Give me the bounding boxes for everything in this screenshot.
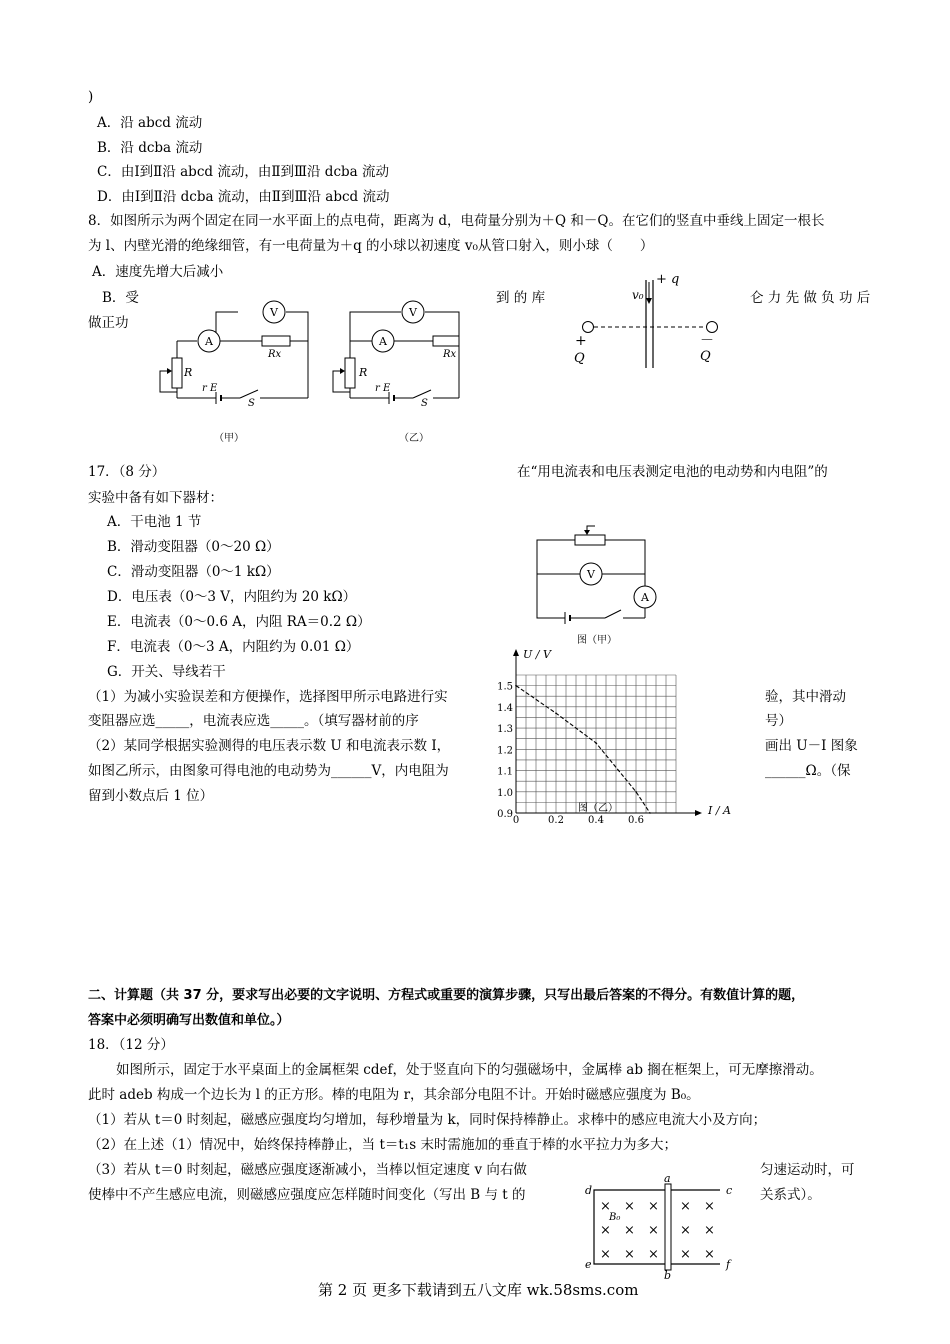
q17-p4-right: ______Ω。（保 <box>765 763 851 779</box>
q8-option-a: A．速度先增大后减小 <box>92 264 224 280</box>
q17-p1-right: 验，其中滑动 <box>765 689 846 705</box>
q18-label-a: a <box>664 1172 671 1185</box>
cross-mark: × <box>600 1247 611 1262</box>
q8-minus-sign: － <box>700 333 714 349</box>
circuit-jia-r: R <box>184 366 193 379</box>
y-tick-label: 0.9 <box>497 809 513 820</box>
q18-label-b: b <box>664 1269 672 1282</box>
q17-jia-ammeter: A <box>641 591 649 604</box>
q18-line6-right: 关系式）。 <box>760 1187 821 1203</box>
y-tick-label: 1.1 <box>497 766 513 778</box>
section2-line1: 二、计算题（共 37 分，要求写出必要的文字说明、方程式或重要的演算步骤，只写出最后答案的不得分。有数值计算的题， <box>88 988 805 1003</box>
circuit-jia-voltmeter: V <box>270 306 278 319</box>
data-point <box>555 712 557 714</box>
cross-mark: × <box>648 1247 659 1262</box>
q17-item-a: A．干电池 1 节 <box>107 514 202 530</box>
data-point <box>649 812 651 814</box>
q17-item-c: C．滑动变阻器（0～1 kΩ） <box>107 564 280 580</box>
q17-p5-left: 留到小数点后 1 位） <box>88 788 214 804</box>
q18-line4: （2）在上述（1）情况中，始终保持棒静止，当 t＝t₁s 末时需施加的垂直于棒的水平拉力为多大； <box>88 1137 677 1153</box>
q8-line1: 8．如图所示为两个固定在同一水平面上的点电荷，距离为 d，电荷量分别为＋Q 和－Q。在它们的竖直中垂线上固定一根长 <box>88 213 825 229</box>
q18-line6-left: 使棒中不产生感应电流，则磁感应强度应怎样随时间变化（写出 B 与 t 的 <box>88 1187 526 1203</box>
q18-frame-figure <box>580 1172 740 1282</box>
q8-q-left: Q <box>574 351 585 366</box>
q17-item-g: G．开关、导线若干 <box>107 664 226 680</box>
data-point <box>595 742 597 744</box>
circuit-yi-ammeter: A <box>379 335 387 348</box>
cross-mark: × <box>704 1223 715 1238</box>
circuit-jia-caption: （甲） <box>214 433 244 444</box>
cross-mark: × <box>648 1199 659 1214</box>
q18-line5-left: （3）若从 t＝0 时刻起，磁感应强度逐渐减小，当棒以恒定速度 v 向右做 <box>88 1162 527 1178</box>
circuit-yi-voltmeter: V <box>409 306 417 319</box>
q17-jia-caption: 图（甲） <box>577 635 617 646</box>
q18-label-b0: B₀ <box>609 1212 621 1223</box>
y-tick-label: 1.5 <box>497 681 513 693</box>
q17-circuit-jia <box>525 520 665 650</box>
q8-option-b-start: B．受 <box>102 290 139 306</box>
magnetic-field-crosses <box>600 1199 715 1262</box>
q17-p1-left: （1）为减小实验误差和方便操作，选择图甲所示电路进行实 <box>88 689 448 705</box>
x-tick-label: 0.2 <box>548 815 564 826</box>
q18-line1: 如图所示，固定于水平桌面上的金属框架 cdef，处于竖直向下的匀强磁场中，金属棒 ab 搁在框架上，可无摩擦滑动。 <box>116 1062 823 1078</box>
q17-item-b: B．滑动变阻器（0～20 Ω） <box>107 539 280 555</box>
x-tick-label: 0 <box>512 815 520 826</box>
q8-charge-figure <box>560 270 750 380</box>
q8-option-b-end: 仑 力 先 做 负 功 后 <box>750 290 871 306</box>
q17-line2: 实验中备有如下器材： <box>88 490 223 506</box>
q17-item-e: E．电流表（0～0.6 A，内阻 RA＝0.2 Ω） <box>107 614 371 630</box>
x-axis-label: I / A <box>708 804 731 817</box>
cross-mark: × <box>600 1223 611 1238</box>
q18-label-c: c <box>726 1184 733 1197</box>
q18-line5-right: 匀速运动时，可 <box>760 1162 855 1178</box>
chart-title: 图（乙） <box>578 803 618 814</box>
circuit-yi-r: R <box>359 366 368 379</box>
q17-jia-voltmeter: V <box>587 568 595 581</box>
q8-v0-label: v₀ <box>632 288 644 302</box>
y-tick-label: 1.2 <box>497 745 513 757</box>
y-tick-label: 1.3 <box>497 724 513 736</box>
q7-paren: ) <box>88 89 94 105</box>
circuit-yi <box>325 298 495 453</box>
q17-head-right: 在“用电流表和电压表测定电池的电动势和内电阻”的 <box>517 464 828 480</box>
q17-p2-left: 变阻器应选_____，电流表应选_____。（填写器材前的序 <box>88 713 419 729</box>
q17-p4-left: 如图乙所示，由图象可得电池的电动势为______V，内电阻为 <box>88 763 449 779</box>
q17-p2-right: 号） <box>765 713 792 729</box>
circuit-yi-s: S <box>421 398 428 409</box>
q18-line3: （1）若从 t＝0 时刻起，磁感应强度均匀增加，每秒增量为 k，同时保持棒静止。求棒中的感应电流大小及方向； <box>88 1112 767 1128</box>
cross-mark: × <box>680 1223 691 1238</box>
circuit-jia <box>150 298 320 453</box>
q18-label-e: e <box>585 1258 592 1271</box>
cross-mark: × <box>704 1247 715 1262</box>
cross-mark: × <box>624 1199 635 1214</box>
y-axis-arrow <box>513 649 519 656</box>
cross-mark: × <box>600 1199 611 1214</box>
q17-item-f: F．电流表（0～3 A，内阻约为 0.01 Ω） <box>107 639 360 655</box>
cross-mark: × <box>680 1247 691 1262</box>
ui-graph <box>490 645 760 830</box>
circuit-jia-rx: Rx <box>268 349 282 360</box>
cross-mark: × <box>624 1223 635 1238</box>
circuit-jia-ammeter: A <box>205 335 213 348</box>
q7-option-c: C．由Ⅰ到Ⅱ沿 abcd 流动，由Ⅱ到Ⅲ沿 dcba 流动 <box>97 164 389 180</box>
cross-mark: × <box>704 1199 715 1214</box>
y-tick-label: 1.4 <box>497 702 513 714</box>
q7-option-a: A．沿 abcd 流动 <box>97 115 203 131</box>
q17-head: 17．（8 分） <box>88 464 166 480</box>
q17-item-d: D．电压表（0～3 V，内阻约为 20 kΩ） <box>107 589 357 605</box>
q18-line2: 此时 adeb 构成一个边长为 l 的正方形。棒的电阻为 r，其余部分电阻不计。开始时磁感应强度为 B₀。 <box>88 1087 700 1103</box>
q18-head: 18．（12 分） <box>88 1037 174 1053</box>
circuit-jia-s: S <box>248 398 255 409</box>
x-tick-label: 0.4 <box>588 815 604 826</box>
q8-plus-q-label: + q <box>656 272 680 287</box>
cross-mark: × <box>680 1199 691 1214</box>
chart-grid <box>516 675 676 813</box>
page-footer: 第 2 页 更多下载请到五八文库 wk.58sms.com <box>318 1281 639 1299</box>
q18-label-f: f <box>726 1258 731 1271</box>
q8-line2: 为 l、内壁光滑的绝缘细管，有一电荷量为＋q 的小球以初速度 v₀从管口射入，则小球（ ） <box>88 238 654 254</box>
x-tick-label: 0.6 <box>628 815 644 826</box>
q17-p3-left: （2）某同学根据实验测得的电压表示数 U 和电流表示数 I， <box>88 738 451 754</box>
circuit-yi-caption: （乙） <box>399 433 429 444</box>
x-axis-arrow <box>695 810 702 816</box>
q7-option-b: B．沿 dcba 流动 <box>97 140 203 156</box>
y-axis-label: U / V <box>523 648 551 661</box>
data-point <box>515 685 517 687</box>
circuit-jia-re: r E <box>202 383 218 394</box>
q8-q-right: Q <box>700 349 711 364</box>
section2-line2: 答案中必须明确写出数值和单位。） <box>88 1013 290 1028</box>
q18-label-d: d <box>585 1184 593 1197</box>
q17-p3-right: 画出 U－I 图象 <box>765 738 858 754</box>
circuit-yi-rx: Rx <box>443 349 457 360</box>
q8-plus-sign: + <box>575 333 587 349</box>
q8-option-b-cont: 做正功 <box>88 315 129 331</box>
q7-option-d: D．由Ⅰ到Ⅱ沿 dcba 流动，由Ⅱ到Ⅲ沿 abcd 流动 <box>97 189 390 205</box>
cross-mark: × <box>624 1247 635 1262</box>
circuit-yi-re: r E <box>375 383 391 394</box>
q8-option-b-mid: 到 的 库 <box>496 290 546 306</box>
cross-mark: × <box>648 1223 659 1238</box>
y-tick-label: 1.0 <box>497 787 513 799</box>
data-point <box>635 791 637 793</box>
